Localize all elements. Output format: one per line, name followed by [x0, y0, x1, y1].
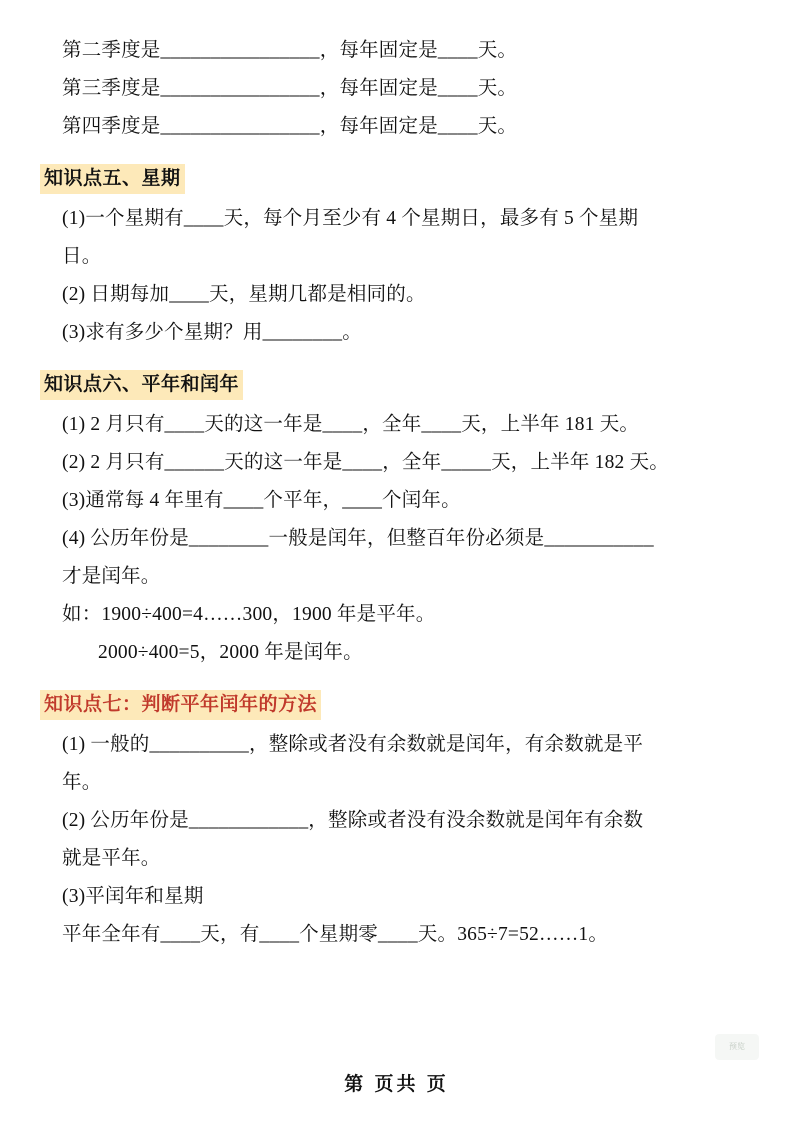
document-line: (1) 一般的__________，整除或者没有余数就是闰年，有余数就是平	[62, 734, 644, 755]
document-line: 日。	[62, 246, 102, 267]
document-line: (3)通常每 4 年里有____个平年，____个闰年。	[62, 490, 461, 511]
section-heading-label: 知识点七：判断平年闰年的方法	[40, 690, 321, 720]
document-line: (2) 日期每加____天，星期几都是相同的。	[62, 284, 426, 305]
section-heading-6	[38, 370, 741, 400]
document-line: (3)平闰年和星期	[62, 886, 204, 907]
section-body-7	[38, 726, 741, 954]
document-line: 第三季度是________________，每年固定是____天。	[62, 78, 518, 99]
section-heading-label: 知识点六、平年和闰年	[40, 370, 243, 400]
watermark: 预览	[715, 1034, 759, 1060]
document-line: (2) 公历年份是____________，整除或者没有没余数就是闰年有余数	[62, 810, 644, 831]
document-line: (4) 公历年份是________一般是闰年，但整百年份必须是___________	[62, 528, 654, 549]
document-line: 才是闰年。	[62, 566, 161, 587]
document-line: 平年全年有____天，有____个星期零____天。365÷7=52……1。	[62, 924, 609, 945]
document-line: 第二季度是________________，每年固定是____天。	[62, 40, 518, 61]
document-line: (1) 2 月只有____天的这一年是____，全年____天，上半年 181 天。	[62, 414, 640, 435]
section-heading-label: 知识点五、星期	[40, 164, 185, 194]
document-line: (3)求有多少个星期？用________。	[62, 322, 362, 343]
section-heading-5	[38, 164, 741, 194]
top-lines-block	[38, 32, 741, 146]
section-heading-7	[38, 690, 741, 720]
section-body-6	[38, 406, 741, 672]
document-line: 就是平年。	[62, 848, 161, 869]
document-line: 第四季度是________________，每年固定是____天。	[62, 116, 518, 137]
section-body-5	[38, 200, 741, 352]
document-line: 如：1900÷400=4……300，1900 年是平年。	[62, 604, 436, 625]
page-footer: 第 页共 页	[344, 1074, 449, 1095]
document-line: 年。	[62, 772, 102, 793]
document-line: 2000÷400=5，2000 年是闰年。	[98, 642, 363, 663]
document-line: (1)一个星期有____天，每个月至少有 4 个星期日，最多有 5 个星期	[62, 208, 639, 229]
document-line: (2) 2 月只有______天的这一年是____，全年_____天，上半年 182 天。	[62, 452, 669, 473]
